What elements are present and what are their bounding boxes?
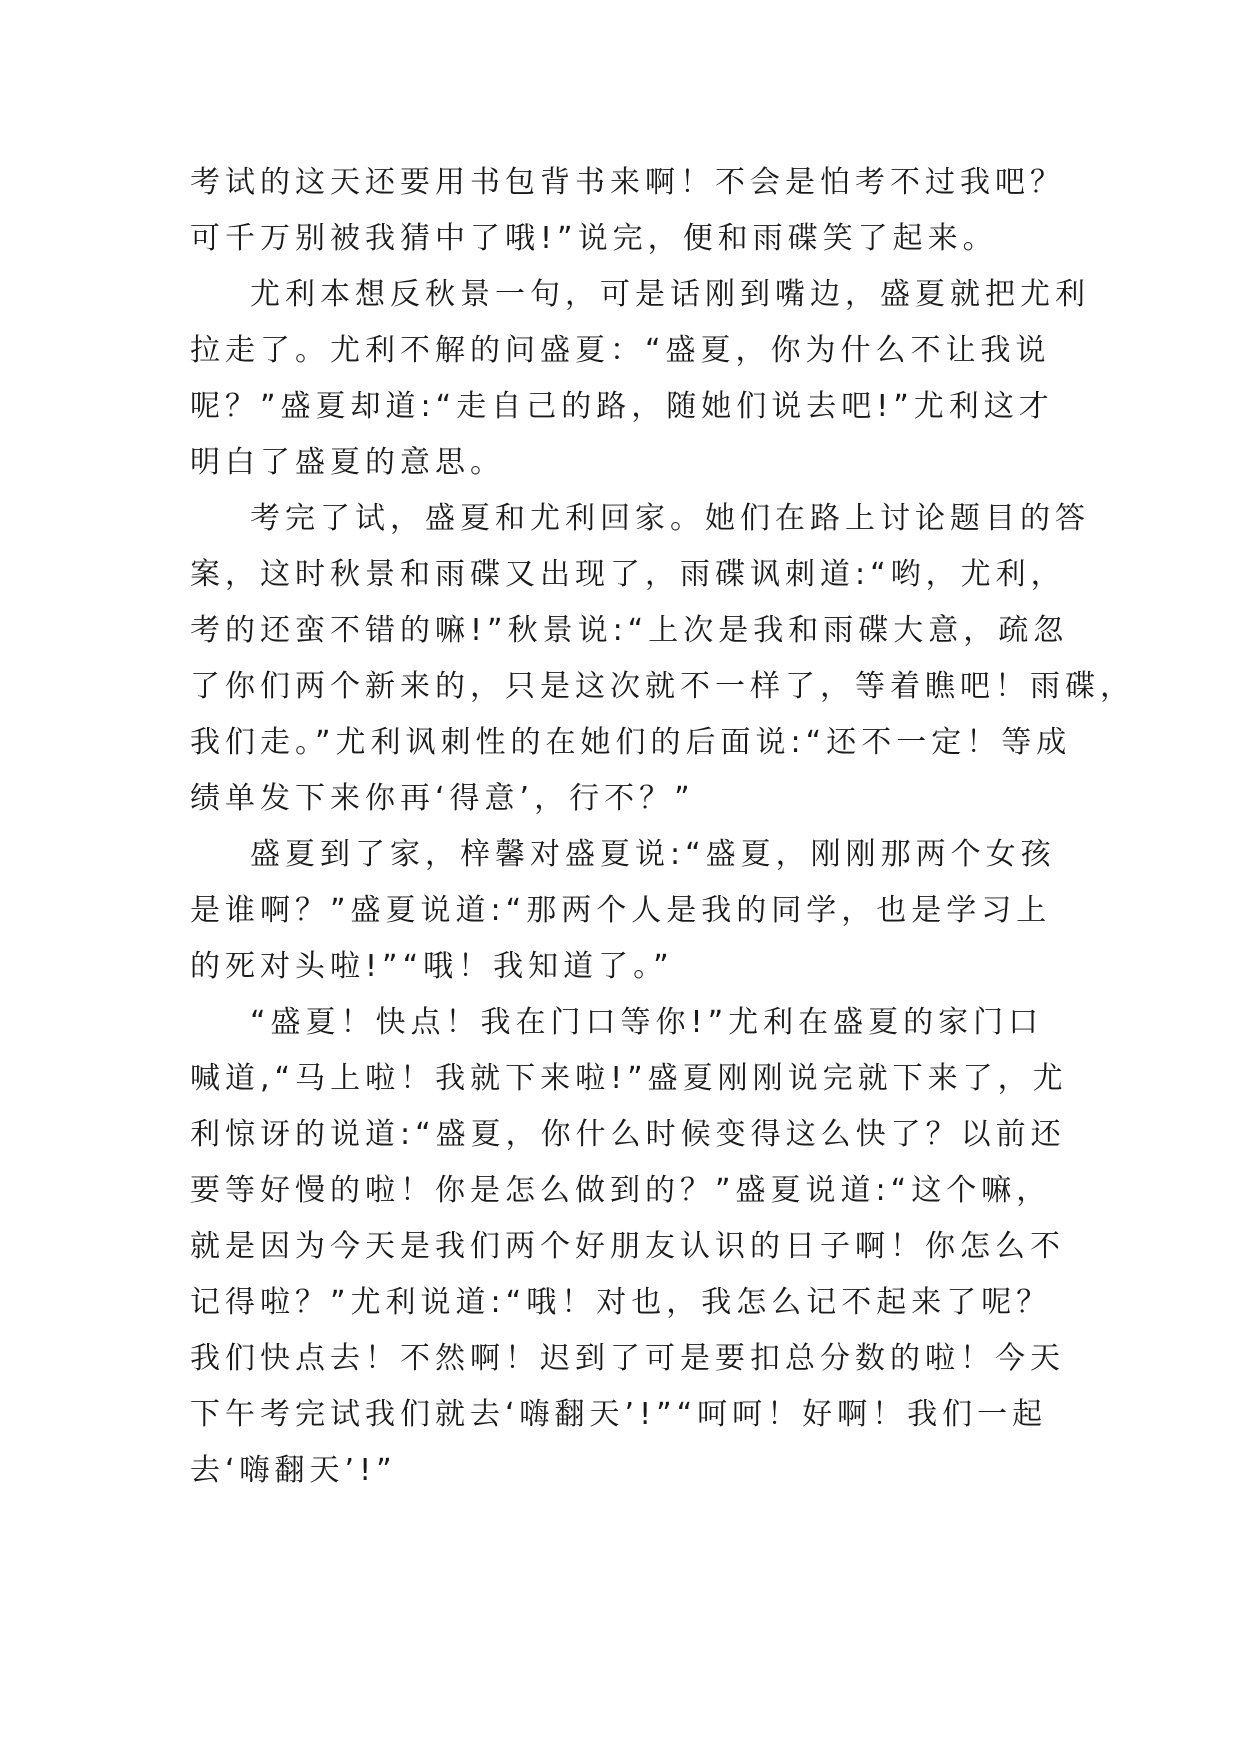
text-line: 明白了盛夏的意思。 bbox=[190, 445, 505, 480]
text-line: 考试的这天还要用书包背书来啊！不会是怕考不过我吧？ bbox=[190, 165, 1065, 200]
paragraph-start-line: 考完了试，盛夏和尤利回家。她们在路上讨论题目的答 bbox=[250, 501, 1090, 536]
text-line: 我们快点去！不然啊！迟到了可是要扣总分数的啦！今天 bbox=[190, 1341, 1065, 1376]
text-line: 去‘嗨翻天’!” bbox=[190, 1453, 397, 1488]
text-line: 下午考完试我们就去‘嗨翻天’!”“呵呵！好啊！我们一起 bbox=[190, 1397, 1048, 1432]
text-line: 可千万别被我猜中了哦!”说完，便和雨碟笑了起来。 bbox=[190, 221, 998, 256]
text-line: 的死对头啦!”“哦！我知道了。” bbox=[190, 949, 674, 984]
text-line: 我们走。”尤利讽刺性的在她们的后面说:“还不一定！等成 bbox=[190, 725, 1072, 760]
text-line: 喊道,“马上啦！我就下来啦!”盛夏刚刚说完就下来了，尤 bbox=[190, 1061, 1068, 1096]
text-line: 记得啦？”尤利说道:“哦！对也，我怎么记不起来了呢？ bbox=[190, 1285, 1052, 1320]
text-line: 绩单发下来你再‘得意’，行不？” bbox=[190, 781, 695, 816]
text-line: 了你们两个新来的，只是这次就不一样了，等着瞧吧！雨碟， bbox=[190, 669, 1135, 704]
text-line: 利惊讶的说道:“盛夏，你什么时候变得这么快了？以前还 bbox=[190, 1117, 1066, 1152]
text-line: 呢？”盛夏却道:“走自己的路，随她们说去吧!”尤利这才 bbox=[190, 389, 1054, 424]
text-line: 案，这时秋景和雨碟又出现了，雨碟讽刺道:“哟，尤利， bbox=[190, 557, 1066, 592]
text-line: 要等好慢的啦！你是怎么做到的？”盛夏说道:“这个嘛， bbox=[190, 1173, 1052, 1208]
paragraph-start-line: 盛夏到了家，梓馨对盛夏说:“盛夏，刚刚那两个女孩 bbox=[250, 837, 1056, 872]
text-line: 拉走了。尤利不解的问盛夏：“盛夏，你为什么不让我说 bbox=[190, 333, 1051, 368]
paragraph-start-line: 尤利本想反秋景一句，可是话刚到嘴边，盛夏就把尤利 bbox=[250, 277, 1090, 312]
text-line: 就是因为今天是我们两个好朋友认识的日子啊！你怎么不 bbox=[190, 1229, 1065, 1264]
text-line: 是谁啊？”盛夏说道:“那两个人是我的同学，也是学习上 bbox=[190, 893, 1052, 928]
paragraph-start-line: “盛夏！快点！我在门口等你!”尤利在盛夏的家门口 bbox=[250, 1005, 1044, 1040]
text-line: 考的还蛮不错的嘛!”秋景说:“上次是我和雨碟大意，疏忽 bbox=[190, 613, 1069, 648]
